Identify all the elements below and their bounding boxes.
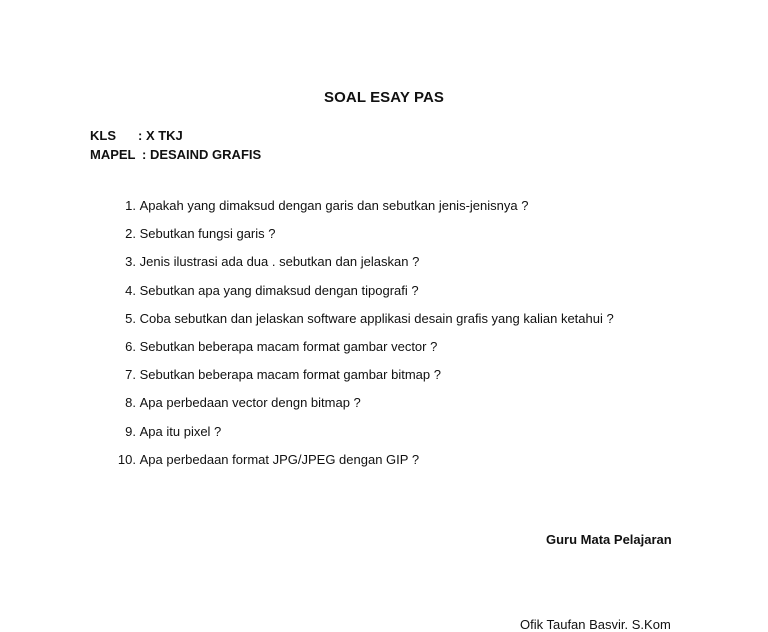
signature-name: Ofik Taufan Basvir. S.Kom bbox=[520, 617, 671, 632]
question-number: 5. bbox=[125, 310, 136, 326]
question-text: Apakah yang dimaksud dengan garis dan sebutkan jenis-jenisnya ? bbox=[139, 198, 529, 213]
question-number: 4. bbox=[125, 282, 136, 298]
question-text: Sebutkan apa yang dimaksud dengan tipografi ? bbox=[139, 282, 419, 298]
class-info bbox=[90, 127, 183, 145]
question-item bbox=[108, 365, 614, 393]
question-list bbox=[108, 196, 614, 478]
question-text: Apa itu pixel ? bbox=[139, 423, 222, 439]
question-text: Jenis ilustrasi ada dua . sebutkan dan jelaskan ? bbox=[139, 254, 420, 270]
signature-title: Guru Mata Pelajaran bbox=[546, 532, 672, 547]
class-value: : X TKJ bbox=[138, 128, 183, 143]
question-item bbox=[108, 224, 614, 252]
question-text: Apa perbedaan format JPG/JPEG dengan GIP ? bbox=[139, 451, 420, 467]
question-text: Sebutkan beberapa macam format gambar bitmap ? bbox=[139, 367, 441, 383]
subject-info bbox=[90, 146, 261, 164]
question-number: 10. bbox=[117, 451, 136, 467]
question-number: 9. bbox=[125, 423, 136, 439]
question-number: 2. bbox=[125, 226, 136, 242]
question-text: Coba sebutkan dan jelaskan software applikasi desain grafis yang kalian ketahui ? bbox=[139, 310, 614, 326]
question-number: 1. bbox=[125, 198, 136, 213]
question-number: 7. bbox=[125, 367, 136, 383]
subject-value: : DESAIND GRAFIS bbox=[142, 147, 262, 162]
subject-label: MAPEL bbox=[90, 147, 136, 162]
question-text: Apa perbedaan vector dengn bitmap ? bbox=[139, 395, 361, 411]
question-item bbox=[108, 422, 614, 450]
question-text: Sebutkan fungsi garis ? bbox=[139, 226, 276, 242]
question-number: 6. bbox=[125, 338, 136, 354]
question-number: 3. bbox=[125, 254, 136, 270]
question-text: Sebutkan beberapa macam format gambar vector ? bbox=[139, 338, 438, 354]
question-item bbox=[108, 196, 614, 224]
question-item bbox=[108, 252, 614, 280]
class-label: KLS bbox=[90, 128, 116, 143]
question-item bbox=[108, 281, 614, 309]
question-number: 8. bbox=[125, 395, 136, 411]
question-item bbox=[108, 393, 614, 421]
question-item bbox=[108, 450, 614, 478]
document-title: SOAL ESAY PAS bbox=[324, 89, 444, 106]
question-item bbox=[108, 309, 614, 337]
question-item bbox=[108, 337, 614, 365]
